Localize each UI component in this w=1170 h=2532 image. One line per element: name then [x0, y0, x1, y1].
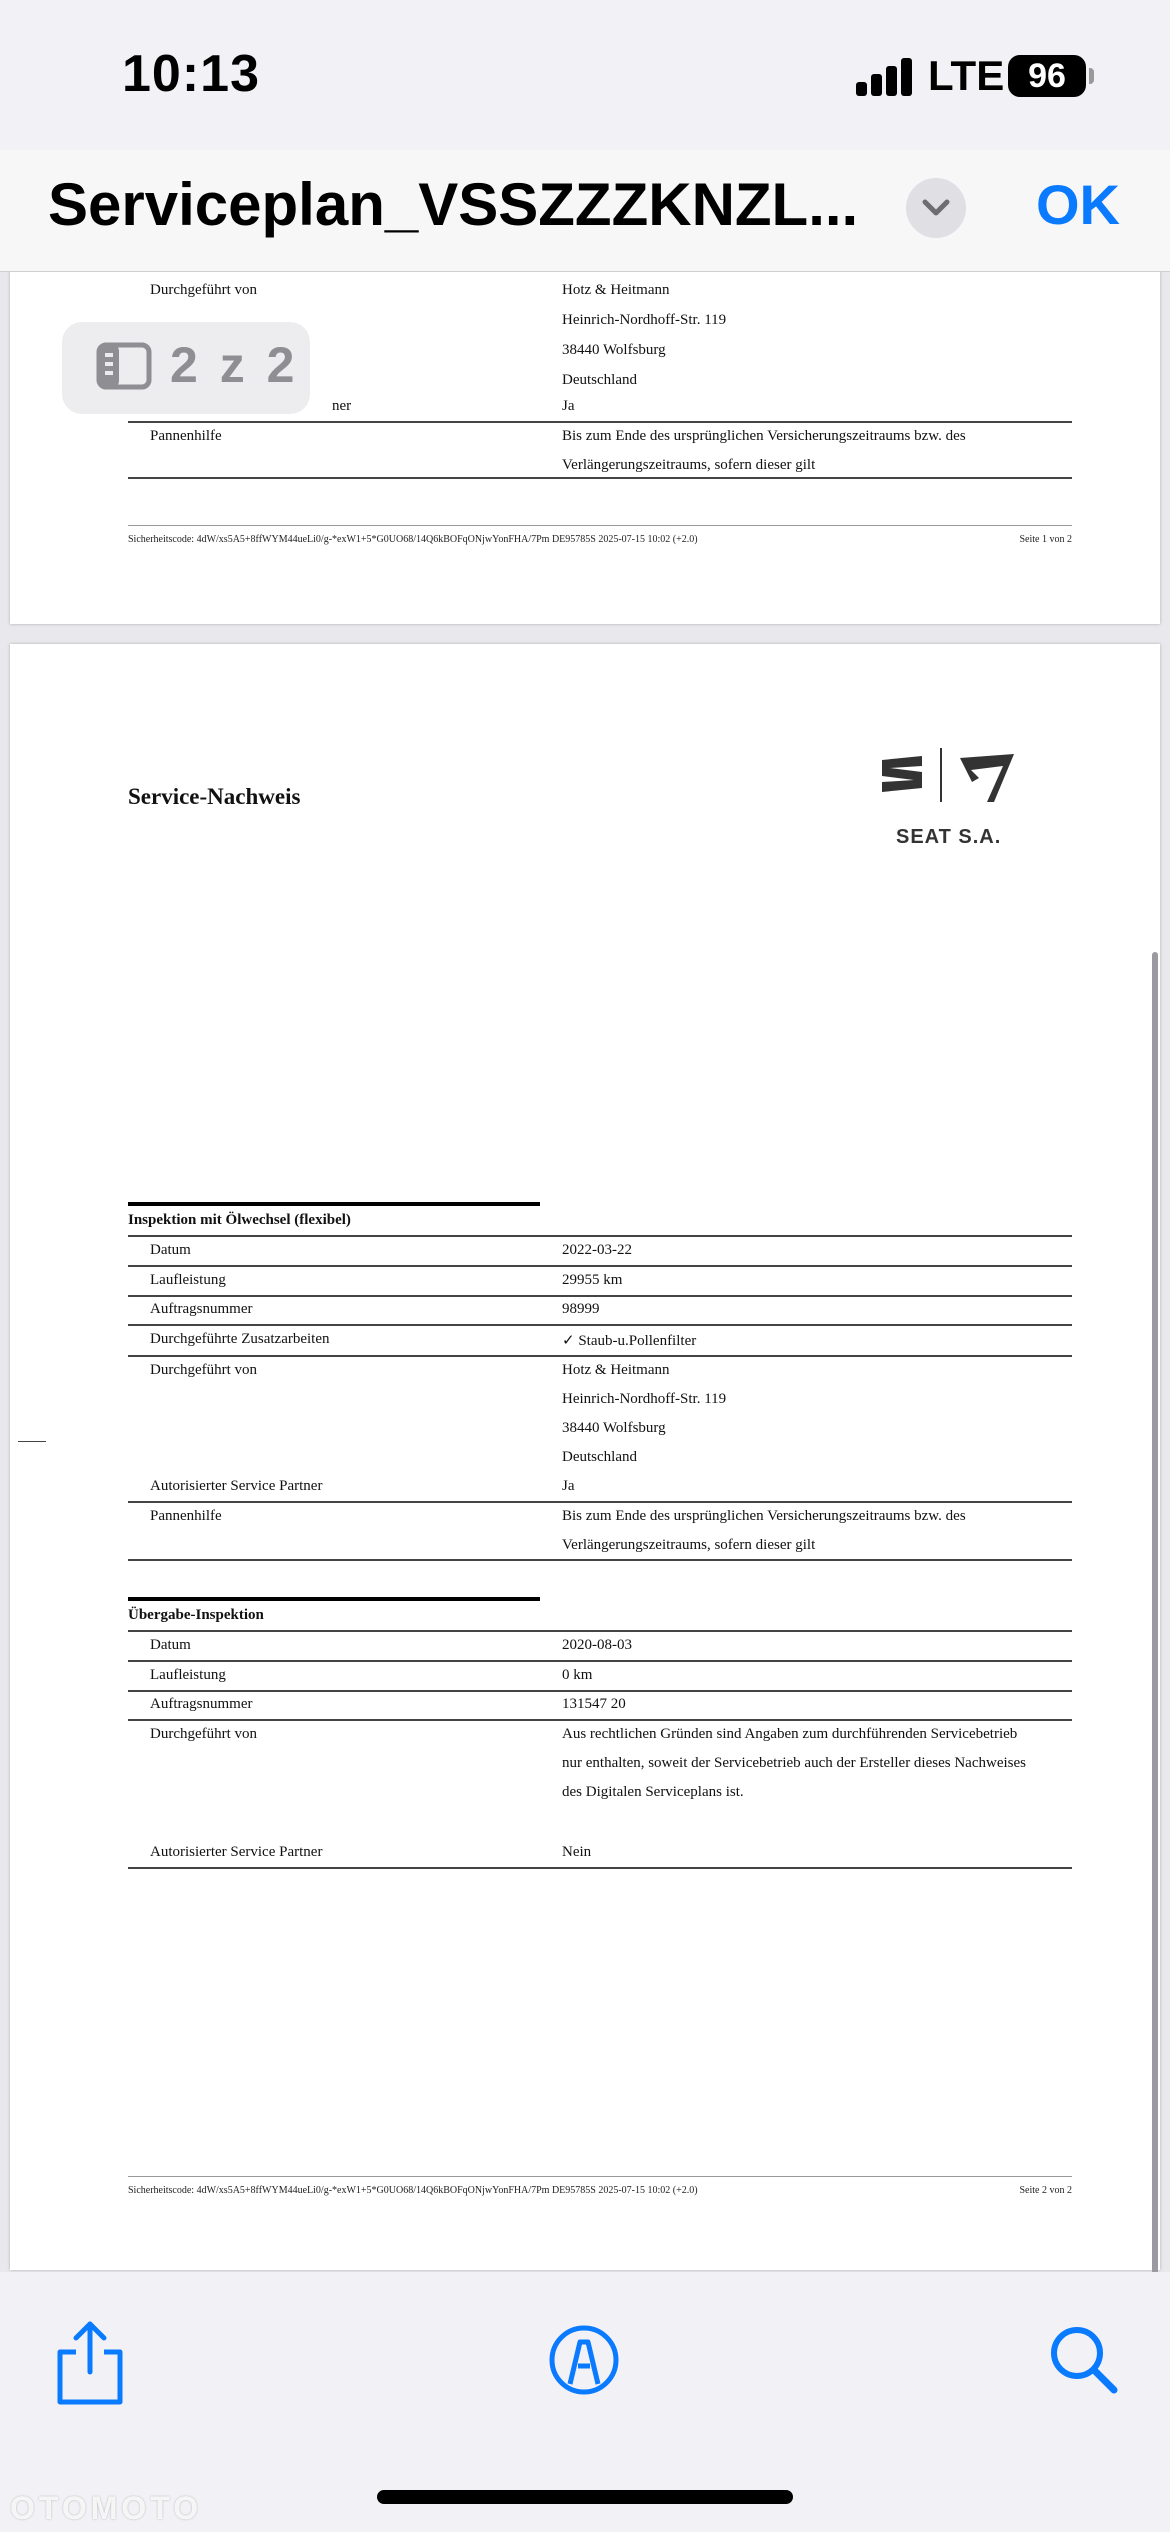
- title-menu-button[interactable]: [906, 178, 966, 238]
- value-line: 38440 Wolfsburg: [562, 342, 666, 358]
- row-value: ✓ Staub-u.Pollenfilter: [562, 1333, 697, 1349]
- watermark: OTOMOTO: [10, 2490, 203, 2526]
- row-value: Nein: [562, 1844, 592, 1860]
- row-label: Pannenhilfe: [150, 1508, 222, 1524]
- divider: [128, 1235, 1072, 1237]
- brand-text: SEAT S.A.: [896, 826, 1002, 848]
- value-line: Deutschland: [562, 372, 637, 388]
- row-value: [562, 428, 1062, 474]
- home-indicator[interactable]: [377, 2490, 793, 2504]
- nav-bar: [0, 150, 1170, 272]
- divider: [128, 1265, 1072, 1267]
- value-line: Verlängerungszeitraums, sofern dieser gilt: [562, 457, 816, 473]
- value-line: des Digitalen Serviceplans ist.: [562, 1784, 744, 1800]
- divider: [128, 1867, 1072, 1869]
- value-line: 38440 Wolfsburg: [562, 1420, 666, 1436]
- section-bar: [128, 1202, 540, 1206]
- value-line: Deutschland: [562, 1449, 637, 1465]
- divider: [128, 1660, 1072, 1662]
- value-line: Aus rechtlichen Gründen sind Angaben zum durchführenden Servicebetrieb: [562, 1726, 1018, 1742]
- page-indicator-label: 2 z 2: [170, 337, 299, 393]
- divider: [128, 421, 1072, 423]
- security-code: Sicherheitscode: 4dW/xs5A5+8ffWYM44ueLi0/g-*exW1+5*G0UO68/14Q6kBOFqONjwYonFHA/7Pm DE95785S 2025-07-15 10:02 (+2.0): [128, 534, 698, 545]
- share-icon[interactable]: [52, 2320, 128, 2406]
- row-label: ner: [332, 398, 352, 414]
- value-line: Hotz & Heitmann: [562, 1362, 670, 1378]
- row-label: Durchgeführt von: [150, 282, 258, 298]
- row-label: Autorisierter Service Partner: [150, 1478, 323, 1494]
- row-value: [562, 1508, 1062, 1554]
- value-line: Bis zum Ende des ursprünglichen Versicherungszeitraums bzw. des: [562, 1508, 966, 1524]
- security-code: Sicherheitscode: 4dW/xs5A5+8ffWYM44ueLi0/g-*exW1+5*G0UO68/14Q6kBOFqONjwYonFHA/7Pm DE95785S 2025-07-15 10:02 (+2.0): [128, 2185, 698, 2196]
- value-line: nur enthalten, soweit der Servicebetrieb auch der Ersteller dieses Nachweises: [562, 1755, 1026, 1771]
- page-footer: [128, 2185, 1072, 2196]
- row-label: Auftragsnummer: [150, 1696, 253, 1712]
- search-icon[interactable]: [1048, 2324, 1120, 2396]
- row-label: Laufleistung: [150, 1667, 226, 1683]
- edge-mark: [18, 1441, 46, 1442]
- page-footer: [128, 534, 1072, 545]
- row-label: Autorisierter Service Partner: [150, 1844, 323, 1860]
- document-title: Serviceplan_VSSZZZKNZL...: [48, 171, 859, 238]
- divider: [128, 1719, 1072, 1721]
- value-line: Heinrich-Nordhoff-Str. 119: [562, 312, 727, 328]
- value-line: Hotz & Heitmann: [562, 282, 670, 298]
- divider: [128, 1501, 1072, 1503]
- pdf-page-2: [10, 644, 1160, 2270]
- row-value: Ja: [562, 1478, 575, 1494]
- row-label: Durchgeführte Zusatzarbeiten: [150, 1331, 330, 1347]
- markup-icon[interactable]: [548, 2324, 620, 2396]
- section-bar: [128, 1597, 540, 1601]
- footer-divider: [128, 2176, 1072, 2177]
- scrollbar[interactable]: [1152, 952, 1158, 2272]
- row-label: Pannenhilfe: [150, 428, 222, 444]
- section-heading: Übergabe-Inspektion: [128, 1607, 264, 1623]
- row-label: Auftragsnummer: [150, 1301, 253, 1317]
- row-value: [562, 1362, 1062, 1466]
- document-viewer[interactable]: [0, 272, 1170, 2272]
- ok-button[interactable]: OK: [1036, 173, 1120, 236]
- page-title: Service-Nachweis: [128, 784, 301, 809]
- battery-icon: 96: [1008, 55, 1086, 97]
- row-label: Laufleistung: [150, 1272, 226, 1288]
- value-line: Verlängerungszeitraums, sofern dieser gilt: [562, 1537, 816, 1553]
- row-value: [562, 282, 1062, 389]
- row-value: 131547 20: [562, 1696, 626, 1712]
- divider: [128, 1355, 1072, 1357]
- divider: [128, 1630, 1072, 1632]
- section-heading: Inspektion mit Ölwechsel (flexibel): [128, 1212, 351, 1228]
- page-number: Seite 1 von 2: [1019, 534, 1072, 545]
- row-label: Datum: [150, 1242, 191, 1258]
- footer-divider: [128, 525, 1072, 526]
- page-indicator[interactable]: [62, 322, 310, 414]
- value-line: Bis zum Ende des ursprünglichen Versicherungszeitraums bzw. des: [562, 428, 966, 444]
- row-value: Ja: [562, 398, 575, 414]
- divider: [128, 1324, 1072, 1326]
- status-time: 10:13: [122, 45, 260, 103]
- row-label: Durchgeführt von: [150, 1726, 258, 1742]
- chevron-down-icon: [920, 194, 952, 222]
- page-number: Seite 2 von 2: [1019, 2185, 1072, 2196]
- row-label: Datum: [150, 1637, 191, 1653]
- divider: [128, 1690, 1072, 1692]
- value-line: Heinrich-Nordhoff-Str. 119: [562, 1391, 727, 1407]
- sidebar-icon: [96, 342, 152, 390]
- row-value: [562, 1726, 1062, 1801]
- row-value: 2020-08-03: [562, 1637, 632, 1653]
- divider: [128, 1295, 1072, 1297]
- row-value: 98999: [562, 1301, 600, 1317]
- row-label: Durchgeführt von: [150, 1362, 258, 1378]
- signal-icon: [856, 58, 914, 96]
- status-bar: [0, 0, 1170, 150]
- row-value: 29955 km: [562, 1272, 623, 1288]
- row-value: 0 km: [562, 1667, 593, 1683]
- divider: [128, 477, 1072, 479]
- row-value: 2022-03-22: [562, 1242, 632, 1258]
- battery-tip: [1089, 68, 1094, 84]
- network-type: LTE: [928, 52, 1005, 99]
- divider: [128, 1559, 1072, 1561]
